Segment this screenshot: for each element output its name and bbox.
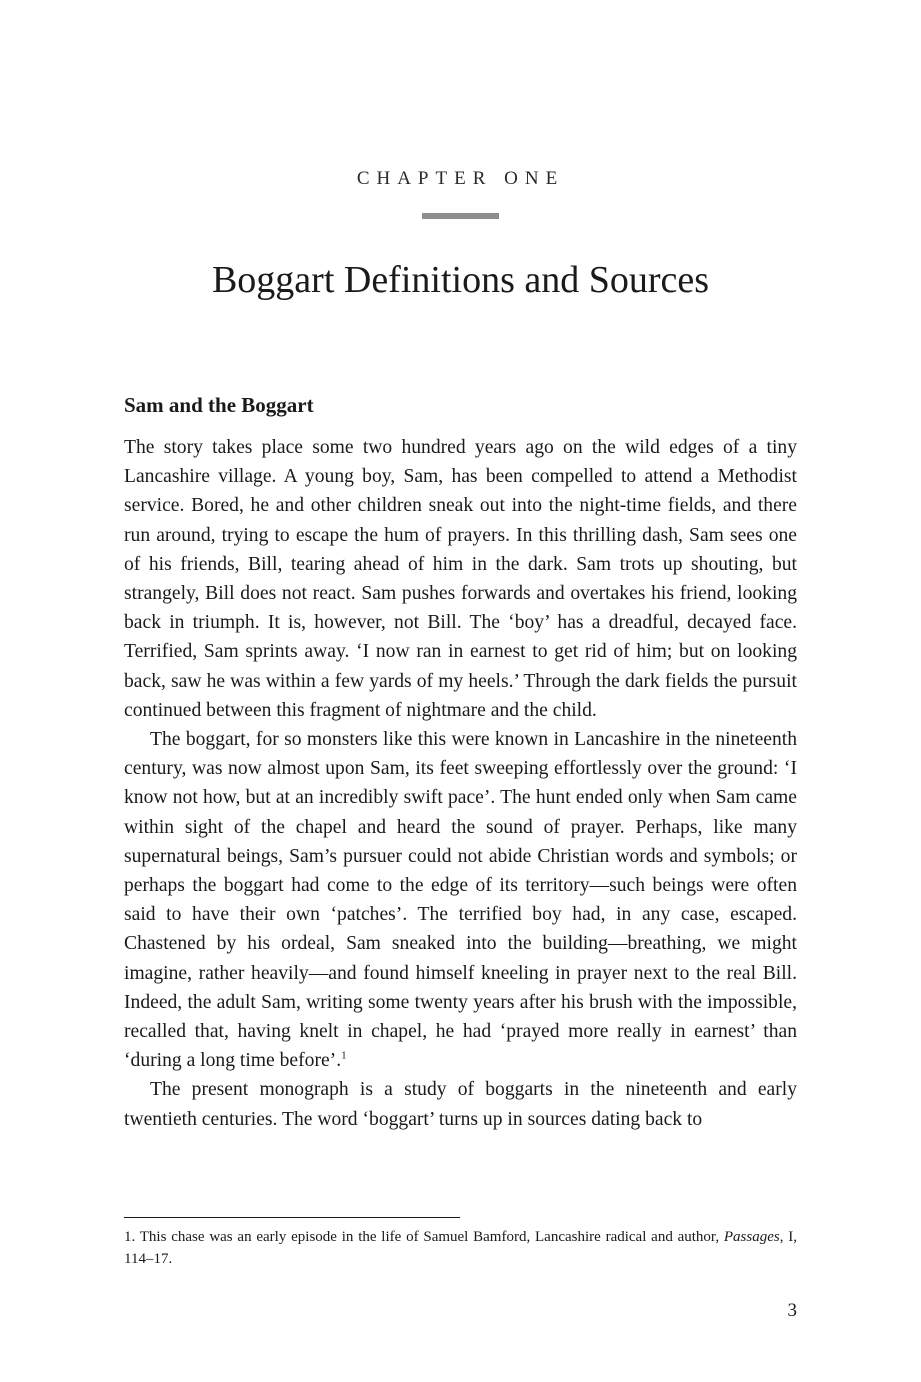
footnote-number: 1. — [124, 1229, 136, 1245]
page-number: 3 — [787, 1300, 797, 1321]
paragraph-1: The story takes place some two hundred years ago on the wild edges of a tiny Lancashire village. A young boy, Sam, has been compelled to attend a Methodist service. Bored, he and other children sneak out into the night-time fields, and there run around, trying to escape the hum of prayers. In this thrilling dash, Sam sees one of his friends, Bill, tearing ahead of him in the dark. Sam trots up shouting, but strangely, Bill does not react. Sam pushes forwards and overtakes his friend, looking back in triumph. It is, however, not Bill. The ‘boy’ has a dreadful, decayed face. Terrified, Sam sprints away. ‘I now ran in earnest to get rid of him; but on looking back, saw he was within a few yards of my heels.’ Through the dark fields the pursuit continued between this fragment of nightmare and the child. — [124, 437, 797, 721]
footnote-text: This chase was an early episode in the life of Samuel Bamford, Lancashire radical and author, — [139, 1229, 720, 1245]
footnote-citation: , I, 114–17. — [124, 1229, 797, 1267]
footnote — [124, 1226, 797, 1270]
chapter-divider — [422, 213, 499, 219]
paragraph-3: The present monograph is a study of boggarts in the nineteenth and early twentieth centuries. The word ‘boggart’ turns up in sources dating back to — [124, 1079, 797, 1130]
section-heading: Sam and the Boggart — [124, 393, 314, 417]
paragraph-2-text: The boggart, for so monsters like this were known in Lancashire in the nineteenth century, was now almost upon Sam, its feet sweeping effortlessly over the ground: ‘I know not how, but at an incredibly swift pace’. The hunt ended only when Sam came within sight of the chapel and heard the sound of prayer. Perhaps, like many supernatural beings, Sam’s pursuer could not abide Christian words and symbols; or perhaps the boggart had come to the edge of its territory—such beings were often said to have their own ‘patches’. The terrified boy had, in any case, escaped. Chastened by his ordeal, Sam sneaked into the building—breathing, we might imagine, rather heavily—and found himself kneeling in prayer next to the real Bill. Indeed, the adult Sam, writing some twenty years after his brush with the impossible, recalled that, having knelt in chapel, he had ‘prayed more really in earnest’ than ‘during a long time before’. — [124, 729, 797, 1072]
chapter-label: CHAPTER ONE — [356, 168, 565, 189]
footnote-reference[interactable]: 1 — [341, 1049, 347, 1062]
chapter-title: Boggart Definitions and Sources — [211, 259, 710, 301]
body-text — [124, 433, 797, 1134]
footnote-italic-title: Passages — [723, 1229, 780, 1245]
footnote-divider — [124, 1217, 460, 1218]
paragraph-2 — [124, 725, 797, 1075]
